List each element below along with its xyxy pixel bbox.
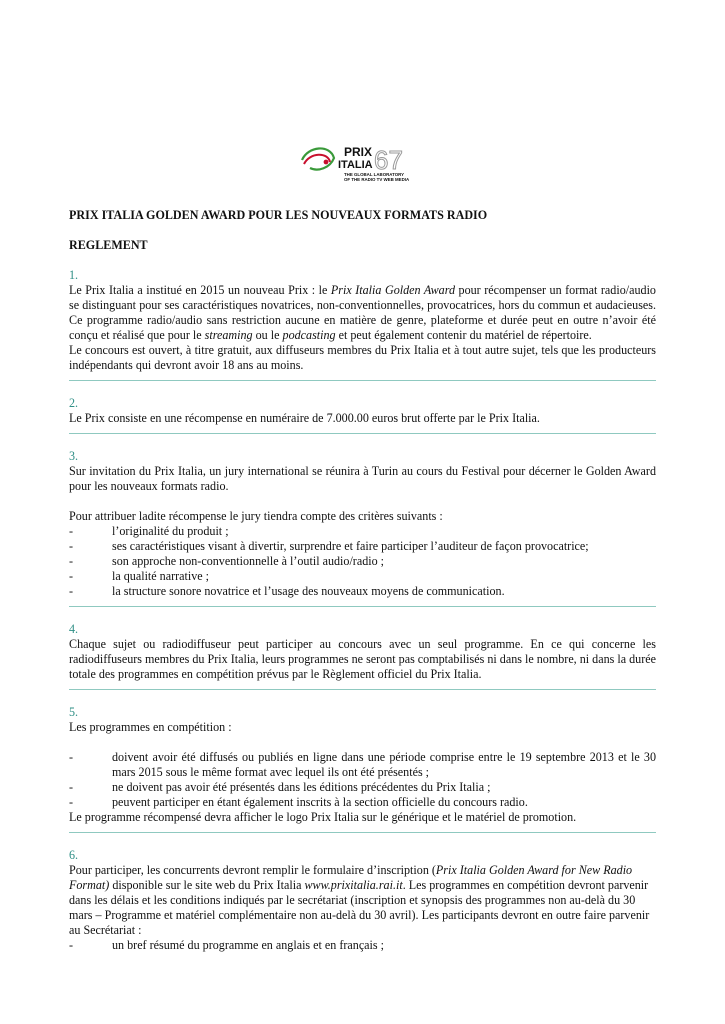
section-number-1: 1. — [69, 268, 79, 282]
svg-text:PRIX: PRIX — [344, 145, 373, 159]
section-5-paragraph-2: Le programme récompensé devra afficher le logo Prix Italia sur le générique et le matériel de promotion. — [69, 810, 577, 824]
section-number-5: 5. — [69, 705, 79, 719]
section-number-4: 4. — [69, 622, 79, 636]
section-1-paragraph-2: Le concours est ouvert, à titre gratuit, aux diffuseurs membres du Prix Italia et à tout autre sujet, tels que les producteurs indépendants qui devront avoir 18 ans au moins. — [69, 343, 656, 372]
document-title: PRIX ITALIA GOLDEN AWARD POUR LES NOUVEAUX FORMATS RADIO — [69, 208, 488, 222]
section-divider — [69, 689, 656, 690]
section-divider — [69, 832, 656, 833]
list-item: - l’originalité du produit ; — [69, 524, 229, 538]
list-item: - un bref résumé du programme en anglais et en français ; — [69, 938, 385, 952]
list-item: - ses caractéristiques visant à divertir, surprendre et faire participer l’auditeur de façon provocatrice; — [69, 539, 589, 553]
list-item: - la qualité narrative ; — [69, 569, 210, 583]
section-divider — [69, 433, 656, 434]
document-body — [69, 208, 656, 953]
section-number-2: 2. — [69, 396, 79, 410]
section-1-paragraph-1: Le Prix Italia a institué en 2015 un nouveau Prix : le Prix Italia Golden Award pour récompenser un format radio/audio se distinguant pour ses caractéristiques novatrices, non-conventionnelles, provocatrices, hors du commun et audacieuses. Ce programme radio/audio sans restriction aucune en matière de genre, plateforme et durée peut en outre n’avoir été conçu et réalisé que pour le streaming ou le podcasting et peut également contenir du matériel de répertoire. — [69, 283, 656, 342]
list-item: - peuvent participer en étant également inscrits à la section officielle du concours radio. — [69, 795, 528, 809]
section-3-paragraph-2: Pour attribuer ladite récompense le jury tiendra compte des critères suivants : — [69, 509, 443, 523]
section-divider — [69, 606, 656, 607]
section-divider — [69, 380, 656, 381]
svg-text:67: 67 — [374, 145, 403, 175]
list-item: - la structure sonore novatrice et l’usage des nouveaux moyens de communication. — [69, 584, 505, 598]
list-item: - son approche non-conventionnelle à l’outil audio/radio ; — [69, 554, 385, 568]
svg-text:OF THE RADIO TV WEB MEDIA: OF THE RADIO TV WEB MEDIA — [344, 177, 410, 182]
list-item: - doivent avoir été diffusés ou publiés en ligne dans une période comprise entre le 19 septembre 2013 et le 30 mars 2015 sous le même format avec lequel ils ont été présentés ; — [69, 750, 656, 779]
svg-text:THE GLOBAL LABORATORY: THE GLOBAL LABORATORY — [344, 172, 405, 177]
prix-italia-logo — [300, 138, 420, 188]
section-number-3: 3. — [69, 449, 79, 463]
section-4-paragraph-1: Chaque sujet ou radiodiffuseur peut participer au concours avec un seul programme. En ce qui concerne les radiodiffuseurs membres du Prix Italia, leurs programmes ne seront pas comptabilisés ni dans le nombre, ni dans la durée totale des programmes en compétition prévus par le Règlement officiel du Prix Italia. — [69, 637, 656, 681]
prix-italia-logo-graphic — [300, 138, 420, 188]
section-5-paragraph-1: Les programmes en compétition : — [69, 720, 232, 734]
section-3-paragraph-1: Sur invitation du Prix Italia, un jury international se réunira à Turin au cours du Festival pour décerner le Golden Award pour les nouveaux formats radio. — [69, 464, 656, 493]
svg-text:ITALIA: ITALIA — [338, 159, 373, 171]
list-item: - ne doivent pas avoir été présentés dans les éditions précédentes du Prix Italia ; — [69, 780, 491, 794]
section-6-paragraph-1: Pour participer, les concurrents devront remplir le formulaire d’inscription (Prix Italia Golden Award for New Radio Format) disponible sur le site web du Prix Italia www.prixitalia.rai.it. Les programmes en compétition devront parvenir dans les délais et les conditions indiqués par le secrétariat (inscription et synopsis des programmes non au-delà du 30 mars – Programme et matériel complémentaire non au-delà du 30 avril). Les participants devront en outre faire parvenir au Secrétariat : — [69, 863, 650, 937]
section-2-paragraph-1: Le Prix consiste en une récompense en numéraire de 7.000.00 euros brut offerte par le Prix Italia. — [69, 411, 540, 425]
document-subtitle: REGLEMENT — [69, 238, 148, 252]
section-number-6: 6. — [69, 848, 79, 862]
